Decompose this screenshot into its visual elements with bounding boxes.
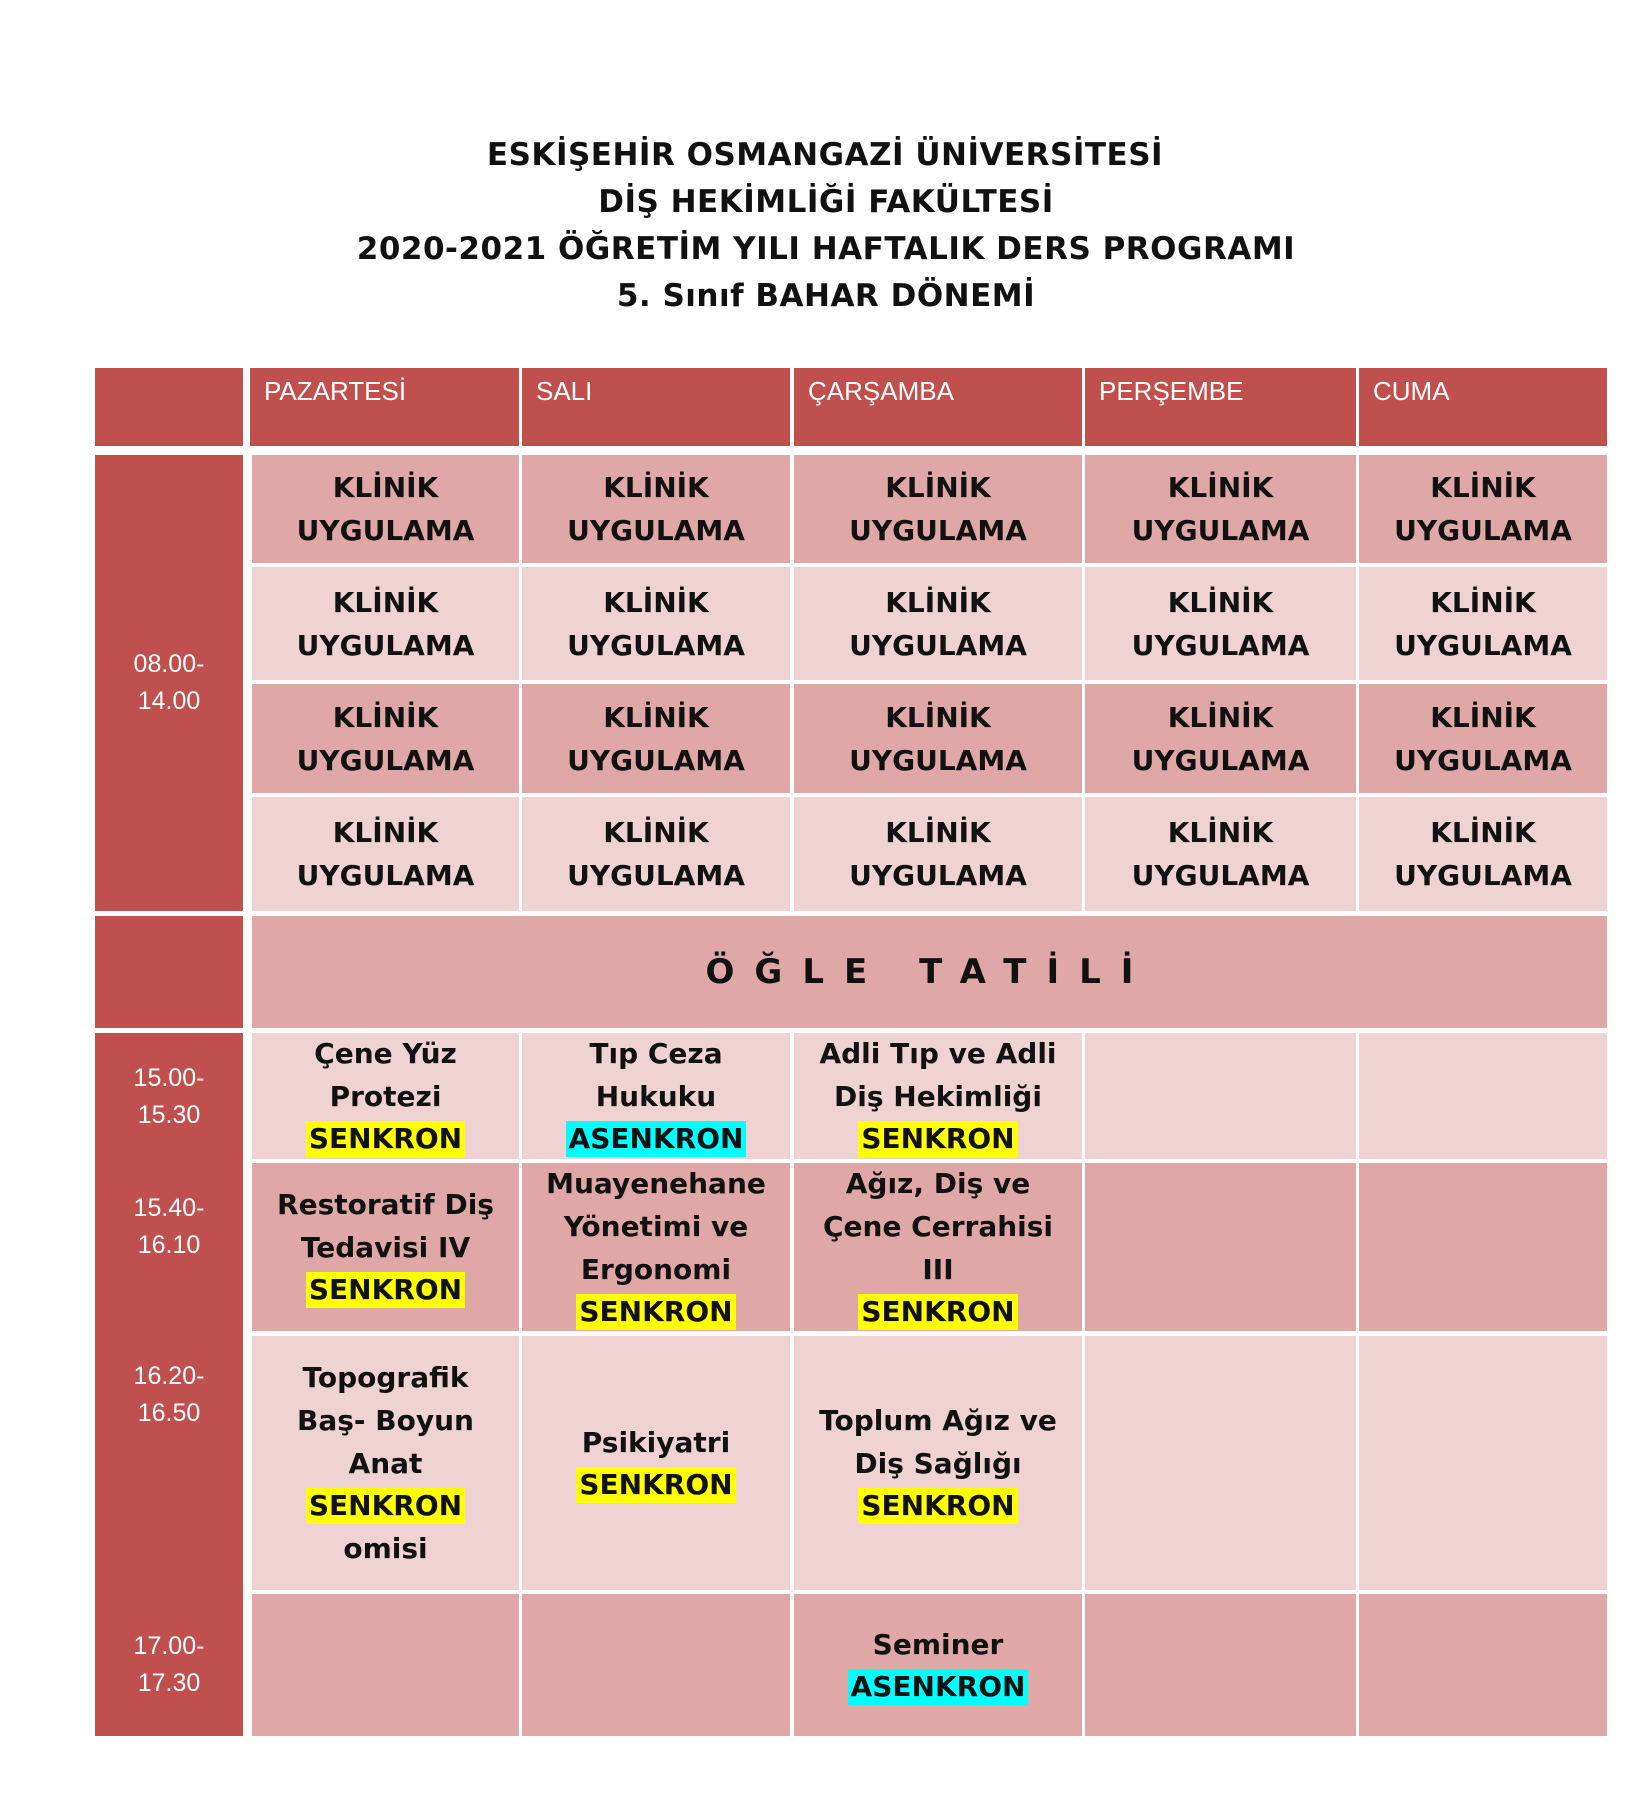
course-name: Ağız, Diş ve xyxy=(845,1166,1031,1200)
clinic-label: KLİNİK xyxy=(1430,471,1536,504)
course-cell-monday-1500 xyxy=(252,1033,519,1159)
lunch-break-row xyxy=(252,916,1607,1028)
course-name: Topografik xyxy=(302,1361,469,1394)
clinic-label: UYGULAMA xyxy=(567,859,745,892)
course-name: Seminer xyxy=(872,1627,1004,1661)
clinic-cell-friday xyxy=(1359,567,1607,680)
empty-cell-tuesday-1700 xyxy=(522,1594,790,1736)
clinic-label: UYGULAMA xyxy=(296,514,475,547)
time-slot-lunch xyxy=(95,916,243,1028)
course-name: Yönetimi ve xyxy=(563,1209,749,1243)
clinic-label: UYGULAMA xyxy=(1131,628,1310,662)
clinic-cell-thursday xyxy=(1085,684,1356,793)
course-cell-monday-1620 xyxy=(252,1336,519,1590)
clinic-label: KLİNİK xyxy=(1167,700,1274,734)
course-cell-wednesday-1500 xyxy=(794,1033,1082,1159)
clinic-label: KLİNİK xyxy=(885,585,991,619)
course-name: Çene Cerrahisi xyxy=(822,1209,1054,1243)
course-cell-wednesday-1620 xyxy=(794,1336,1082,1590)
clinic-cell-wednesday xyxy=(794,797,1082,911)
clinic-label: KLİNİK xyxy=(603,816,709,849)
course-name: Baş- Boyun xyxy=(297,1404,474,1437)
senkron-badge: SENKRON xyxy=(306,1272,465,1308)
clinic-label: UYGULAMA xyxy=(1131,859,1310,892)
clinic-label: KLİNİK xyxy=(1430,700,1536,734)
time-end: 16.50 xyxy=(137,1399,201,1427)
empty-cell-friday-1700 xyxy=(1359,1594,1607,1736)
course-cell-tuesday-1500 xyxy=(522,1033,790,1159)
clinic-label: KLİNİK xyxy=(1167,471,1274,504)
time-label-1620 xyxy=(95,1336,243,1454)
course-name: Hukuku xyxy=(595,1080,717,1113)
clinic-label: UYGULAMA xyxy=(849,859,1027,892)
senkron-badge: SENKRON xyxy=(858,1294,1017,1330)
course-cell-tuesday-1540 xyxy=(522,1163,790,1331)
course-name: Muayenehane xyxy=(546,1166,766,1200)
clinic-cell-thursday xyxy=(1085,567,1356,680)
clinic-cell-tuesday xyxy=(522,797,790,911)
day-header-thursday: PERŞEMBE xyxy=(1085,368,1356,446)
clinic-label: UYGULAMA xyxy=(296,628,475,662)
class-term: 5. Sınıf BAHAR DÖNEMİ xyxy=(616,278,1036,314)
clinic-label: KLİNİK xyxy=(1430,816,1536,849)
senkron-badge: SENKRON xyxy=(576,1294,735,1330)
time-start: 15.00- xyxy=(133,1064,205,1092)
empty-cell-thursday-1540 xyxy=(1085,1163,1356,1331)
senkron-badge: SENKRON xyxy=(306,1488,465,1524)
clinic-label: KLİNİK xyxy=(603,471,709,504)
clinic-label: UYGULAMA xyxy=(1394,514,1572,547)
course-name: Adli Tıp ve Adli xyxy=(819,1037,1057,1070)
course-name: Diş Sağlığı xyxy=(854,1447,1022,1480)
time-label-1700 xyxy=(95,1594,243,1736)
clinic-label: KLİNİK xyxy=(885,471,991,504)
course-name: Çene Yüz xyxy=(314,1037,457,1070)
clinic-cell-monday xyxy=(252,797,519,911)
clinic-label: KLİNİK xyxy=(885,700,991,734)
time-end: 16.10 xyxy=(137,1231,201,1259)
clinic-label: UYGULAMA xyxy=(849,743,1027,777)
senkron-badge: SENKRON xyxy=(858,1121,1017,1157)
time-end: 15.30 xyxy=(137,1101,201,1129)
empty-cell-friday-1620 xyxy=(1359,1336,1607,1590)
day-header-monday: PAZARTESİ xyxy=(250,368,519,446)
empty-cell-thursday-1700 xyxy=(1085,1594,1356,1736)
course-name: Anat xyxy=(348,1447,423,1480)
clinic-label: KLİNİK xyxy=(332,585,439,619)
course-name: Ergonomi xyxy=(580,1252,732,1286)
clinic-cell-wednesday xyxy=(794,567,1082,680)
time-start: 08.00- xyxy=(133,650,205,678)
clinic-label: UYGULAMA xyxy=(1394,859,1572,892)
clinic-label: KLİNİK xyxy=(332,816,439,849)
clinic-cell-thursday xyxy=(1085,797,1356,911)
course-name: Tıp Ceza xyxy=(589,1037,723,1070)
course-cell-tuesday-1620 xyxy=(522,1336,790,1590)
document-header xyxy=(0,132,1652,320)
course-name: Toplum Ağız ve xyxy=(819,1404,1057,1437)
empty-cell-monday-1700 xyxy=(252,1594,519,1736)
clinic-label: UYGULAMA xyxy=(567,743,745,777)
clinic-cell-tuesday xyxy=(522,455,790,563)
empty-cell-friday-1500 xyxy=(1359,1033,1607,1159)
clinic-label: UYGULAMA xyxy=(1394,628,1572,662)
clinic-cell-tuesday xyxy=(522,567,790,680)
clinic-cell-friday xyxy=(1359,684,1607,793)
day-header-wednesday: ÇARŞAMBA xyxy=(794,368,1082,446)
university-name: ESKİŞEHİR OSMANGAZİ ÜNİVERSİTESİ xyxy=(486,137,1164,173)
course-name: Diş Hekimliği xyxy=(834,1080,1042,1113)
clinic-cell-wednesday xyxy=(794,455,1082,563)
senkron-badge: SENKRON xyxy=(576,1467,735,1503)
clinic-label: UYGULAMA xyxy=(1131,514,1310,547)
clinic-cell-monday xyxy=(252,455,519,563)
clinic-label: KLİNİK xyxy=(332,471,439,504)
clinic-cell-monday xyxy=(252,567,519,680)
clinic-label: KLİNİK xyxy=(1167,585,1274,619)
clinic-label: KLİNİK xyxy=(1430,585,1536,619)
time-label-1540 xyxy=(95,1163,243,1291)
course-cell-wednesday-1700 xyxy=(794,1594,1082,1736)
senkron-badge: SENKRON xyxy=(306,1121,465,1157)
clinic-label: UYGULAMA xyxy=(567,628,745,662)
clinic-label: KLİNİK xyxy=(1167,816,1274,849)
empty-cell-friday-1540 xyxy=(1359,1163,1607,1331)
time-slot-morning xyxy=(95,455,243,911)
clinic-cell-friday xyxy=(1359,797,1607,911)
course-name: III xyxy=(922,1252,954,1286)
clinic-cell-friday xyxy=(1359,455,1607,563)
day-header-friday: CUMA xyxy=(1359,368,1607,446)
clinic-label: UYGULAMA xyxy=(1131,743,1310,777)
clinic-label: KLİNİK xyxy=(332,700,439,734)
clinic-cell-monday xyxy=(252,684,519,793)
clinic-cell-thursday xyxy=(1085,455,1356,563)
header-corner-cell xyxy=(95,368,243,446)
day-header-tuesday: SALI xyxy=(522,368,790,446)
clinic-label: UYGULAMA xyxy=(1394,743,1572,777)
clinic-label: UYGULAMA xyxy=(296,743,475,777)
program-title: 2020-2021 ÖĞRETİM YILI HAFTALIK DERS PROGRAMI xyxy=(356,231,1296,267)
time-label-1500 xyxy=(95,1033,243,1161)
course-name: Restoratif Diş xyxy=(277,1188,494,1221)
time-end: 14.00 xyxy=(137,687,201,715)
clinic-label: KLİNİK xyxy=(603,585,709,619)
time-end: 17.30 xyxy=(137,1669,201,1697)
faculty-name: DİŞ HEKİMLİĞİ FAKÜLTESİ xyxy=(598,184,1054,220)
clinic-cell-wednesday xyxy=(794,684,1082,793)
time-start: 16.20- xyxy=(133,1362,205,1390)
clinic-label: UYGULAMA xyxy=(849,628,1027,662)
senkron-badge: SENKRON xyxy=(858,1488,1017,1524)
time-start: 17.00- xyxy=(133,1632,205,1660)
course-cell-monday-1540 xyxy=(252,1163,519,1331)
empty-cell-thursday-1500 xyxy=(1085,1033,1356,1159)
course-name: Psikiyatri xyxy=(581,1425,731,1459)
clinic-cell-tuesday xyxy=(522,684,790,793)
clinic-label: KLİNİK xyxy=(603,700,709,734)
lunch-break-label: ÖĞLE TATİLİ xyxy=(705,952,1154,992)
course-cell-wednesday-1540 xyxy=(794,1163,1082,1331)
asenkron-badge: ASENKRON xyxy=(566,1121,747,1157)
course-name: omisi xyxy=(343,1532,428,1565)
course-name: Tedavisi IV xyxy=(300,1231,471,1264)
clinic-label: UYGULAMA xyxy=(296,859,475,892)
empty-cell-thursday-1620 xyxy=(1085,1336,1356,1590)
time-start: 15.40- xyxy=(133,1194,205,1222)
asenkron-badge: ASENKRON xyxy=(848,1669,1029,1705)
clinic-label: UYGULAMA xyxy=(849,514,1027,547)
clinic-label: KLİNİK xyxy=(885,816,991,849)
course-name: Protezi xyxy=(329,1080,442,1113)
clinic-label: UYGULAMA xyxy=(567,514,745,547)
